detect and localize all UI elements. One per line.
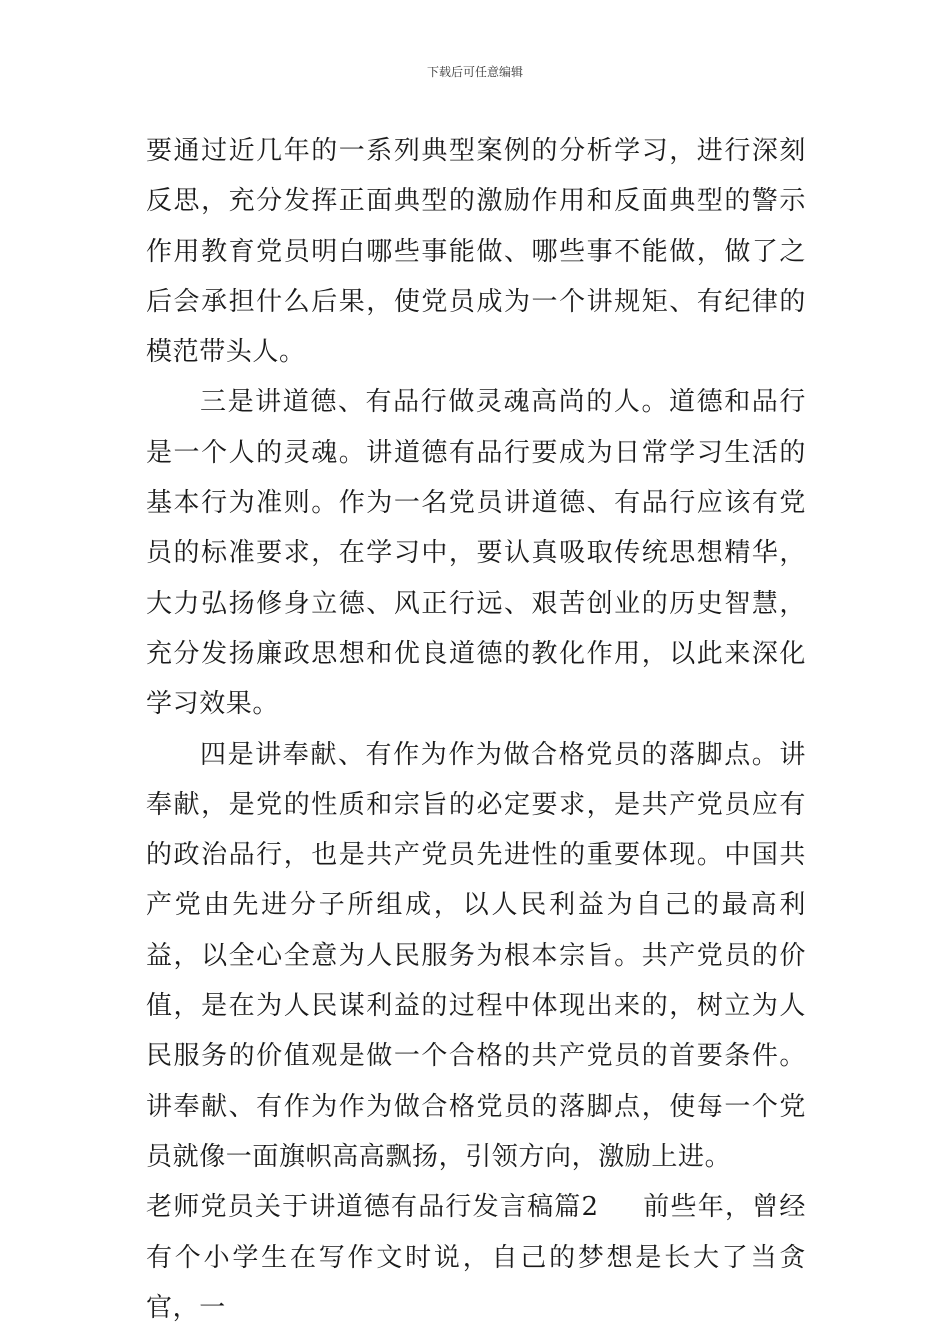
paragraph-point-three: 三是讲道德、有品行做灵魂高尚的人。道德和品行是一个人的灵魂。讲道德有品行要成为日常学习生活的基本行为准则。作为一名党员讲道德、有品行应该有党员的标准要求，在学习中，要认真吸取传统思想精华，大力弘扬修身立德、风正行远、艰苦创业的历史智慧，充分发扬廉政思想和优良道德的教化作用，以此来深化学习效果。: [146, 387, 806, 720]
paragraph-point-four: 四是讲奉献、有作为作为做合格党员的落脚点。讲奉献，是党的性质和宗旨的必定要求，是共产党员应有的政治品行，也是共产党员先进性的重要体现。中国共产党由先进分子所组成，以人民利益为自己的最高利益，以全心全意为人民服务为根本宗旨。共产党员的价值，是在为人民谋利益的过程中体现出来的，树立为人民服务的价值观是做一个合格的共产党员的首要条件。讲奉献、有作为作为做合格党员的落脚点，使每一个党员就像一面旗帜高高飘扬，引领方向，激励上进。: [146, 739, 806, 1172]
paragraph-continuation: 要通过近几年的一系列典型案例的分析学习，进行深刻反思，充分发挥正面典型的激励作用和反面典型的警示作用教育党员明白哪些事能做、哪些事不能做，做了之后会承担什么后果，使党员成为一个讲规矩、有纪律的模范带头人。: [146, 136, 806, 368]
document-body: [146, 126, 806, 1333]
section-text: 前些年，曾经有个小学生在写作文时说，自己的梦想是长大了当贪官，一: [146, 1192, 806, 1323]
page-header-note: 下载后可任意编辑: [426, 65, 523, 79]
section-title: 老师党员关于讲道德有品行发言稿篇2: [146, 1192, 599, 1223]
section-start: [146, 1182, 806, 1333]
